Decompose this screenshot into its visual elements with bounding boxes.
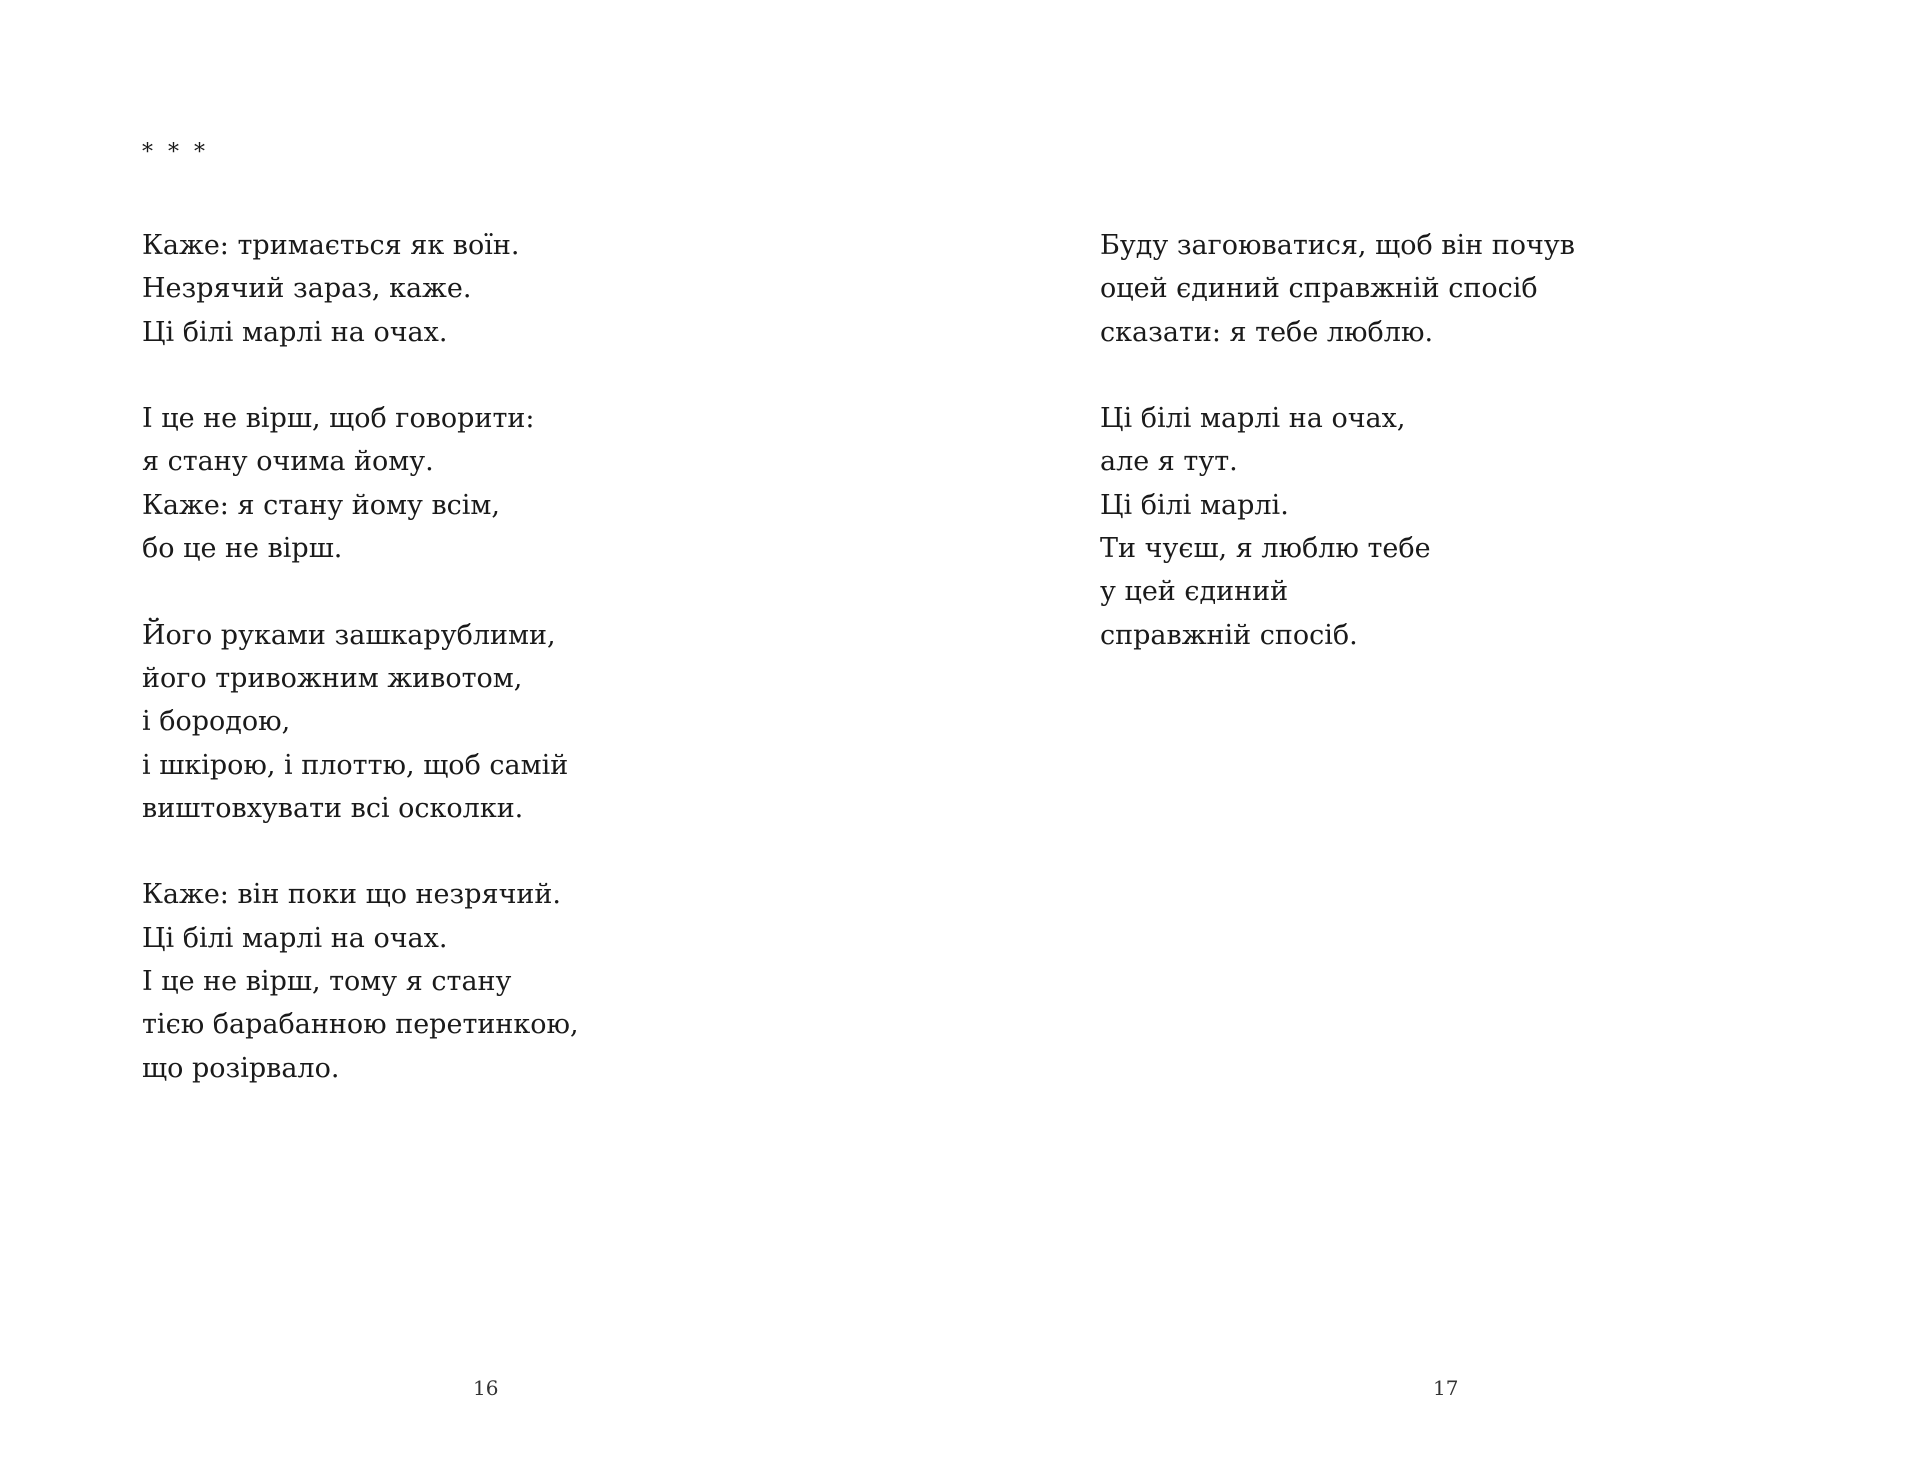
poem-line: Ти чуєш, я люблю тебе xyxy=(1100,533,1431,565)
poem-line: справжній спосіб. xyxy=(1100,619,1358,651)
page-number: 17 xyxy=(1433,1376,1459,1400)
poem-line: Каже: тримається як воїн. xyxy=(142,230,520,261)
poem-line: Незрячий зараз, каже. xyxy=(142,273,472,305)
poem-line: і бородою, xyxy=(142,706,291,738)
poem-line: і шкірою, і плоттю, щоб самій xyxy=(142,749,569,781)
poem-line: І це не вірш, щоб говорити: xyxy=(142,403,535,435)
poem-line: Його руками зашкарублими, xyxy=(142,619,556,651)
poem-line: Ці білі марлі. xyxy=(1100,489,1289,521)
poem-line: виштовхувати всі осколки. xyxy=(142,792,524,824)
poem-line: що розірвало. xyxy=(142,1052,340,1084)
poem-text xyxy=(142,224,579,1090)
stanza xyxy=(1100,397,1575,657)
page-number: 16 xyxy=(473,1376,499,1400)
poem-line: Буду загоюватися, щоб він почув xyxy=(1100,230,1575,261)
poem-line: тією барабанною перетинкою, xyxy=(142,1009,579,1041)
poem-line: Ці білі марлі на очах. xyxy=(142,922,448,954)
poem-line: І це не вірш, тому я стану xyxy=(142,966,512,998)
poem-line: сказати: я тебе люблю. xyxy=(1100,316,1434,348)
stanza xyxy=(142,873,579,1089)
poem-line: я стану очима йому. xyxy=(142,446,434,478)
poem-line: бо це не вірш. xyxy=(142,533,343,565)
stanza xyxy=(142,224,579,354)
poem-line: Каже: він поки що незрячий. xyxy=(142,879,561,911)
poem-text xyxy=(1100,224,1575,657)
poem-line: Каже: я стану йому всім, xyxy=(142,489,500,521)
section-separator: * * * xyxy=(142,140,209,165)
right-page xyxy=(960,0,1920,1477)
stanza xyxy=(142,614,579,830)
poem-line: оцей єдиний справжній спосіб xyxy=(1100,273,1538,305)
poem-line: у цей єдиний xyxy=(1100,576,1289,608)
poem-line: Ці білі марлі на очах. xyxy=(142,316,448,348)
poem-line: Ці білі марлі на очах, xyxy=(1100,403,1406,435)
stanza xyxy=(1100,224,1575,354)
poem-line: але я тут. xyxy=(1100,446,1238,478)
poem-line: його тривожним животом, xyxy=(142,662,523,694)
stanza xyxy=(142,397,579,570)
